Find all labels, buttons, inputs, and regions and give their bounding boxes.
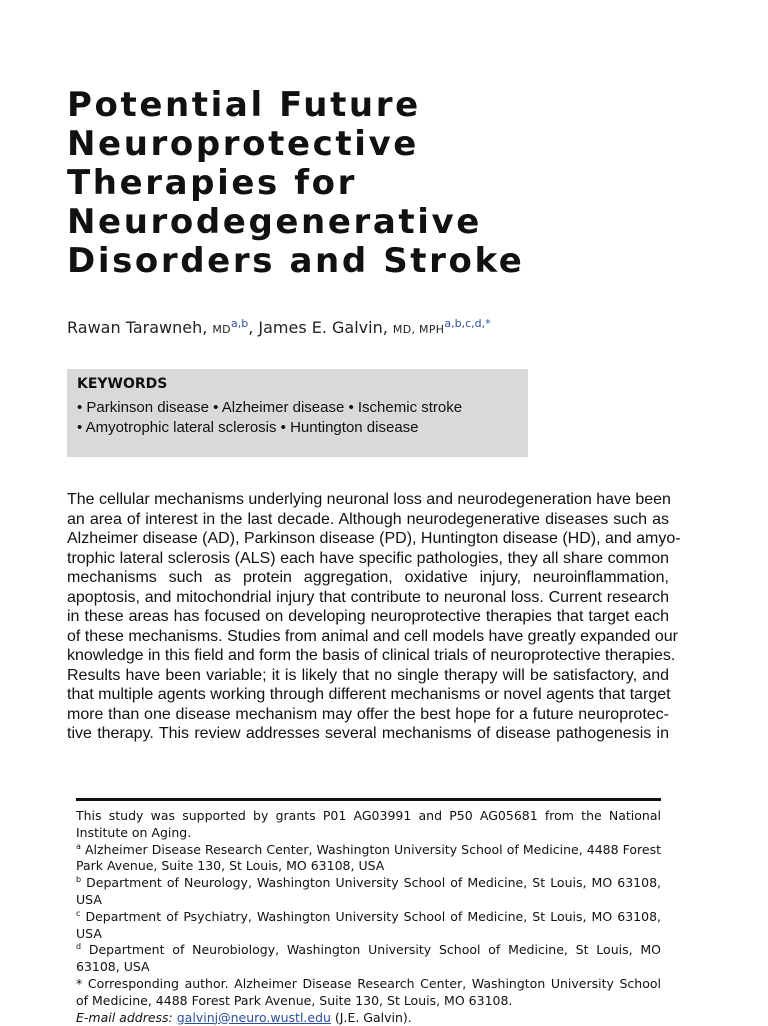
article-title [67,86,627,281]
affiliation-text: Department of Neurology, Washington University School of Medicine, St Louis, MO 63108, USA [76,875,661,907]
affiliation-text: Department of Psychiatry, Washington University School of Medicine, St Louis, MO 63108, USA [76,908,661,941]
title-line: Neurodegenerative [67,202,482,242]
abstract-line: apoptosis, and mitochondrial injury that contribute to neuronal loss. Current research [67,588,669,606]
affiliation-mark: a [76,841,81,851]
abstract-line: more than one disease mechanism may offer the best hope for a future neuroprotec- [67,705,669,723]
affiliation-mark: d [76,942,82,952]
abstract-line: tive therapy. This review addresses several mechanisms of disease pathogenesis in [67,725,669,742]
title-line: Therapies for [67,163,358,203]
affiliation-d [76,942,661,976]
affiliation-text: Alzheimer Disease Research Center, Washington University School of Medicine, 4488 Forest Park Avenue, Suite 130, St Louis, MO 63108, USA [76,841,661,874]
abstract-line: Results have been variable; it is likely that no single therapy will be satisfactory, and [67,666,669,684]
affiliation-mark: b [76,875,82,885]
affiliation-text: Department of Neurobiology, Washington University School of Medicine, St Louis, MO 63108, USA [76,942,661,975]
keywords-line: • Amyotrophic lateral sclerosis • Huntington disease [77,418,419,436]
footnote-divider [76,798,661,801]
title-line: Potential Future [67,85,421,125]
author-name: Rawan Tarawneh, [67,318,208,337]
affiliation-b [76,875,661,909]
author-name: James E. Galvin, [258,318,388,337]
author-degree: MD [212,323,231,336]
abstract-line: knowledge in this field and form the basis of clinical trials of neuroprotective therapies. [67,647,676,664]
abstract [67,490,681,744]
affiliation-a [76,842,661,876]
abstract-line: The cellular mechanisms underlying neuronal loss and neurodegeneration have been [67,491,671,508]
abstract-line: mechanisms such as protein aggregation, oxidative injury, neuroinflammation, [67,569,669,586]
author-list [67,318,491,337]
keywords-heading: KEYWORDS [77,376,168,392]
abstract-line: that multiple agents working through different mechanisms or novel agents that target [67,686,671,703]
author-affiliation-marks[interactable]: a,b [230,317,249,330]
title-line: Neuroprotective [67,124,419,164]
abstract-line: in these areas has focused on developing neuroprotective therapies that target each [67,608,669,625]
email-suffix: (J.E. Galvin). [330,1009,412,1025]
keywords-line: • Parkinson disease • Alzheimer disease • Ischemic stroke [77,399,463,416]
author-affiliation-marks[interactable]: a,b,c,d,* [444,317,491,330]
email-label: E-mail address: [76,1009,173,1025]
affiliation-mark: c [76,908,81,918]
footnotes [76,808,661,1026]
affiliation-c [76,909,661,943]
author-separator: , [248,318,259,337]
corresponding-author-note: * Corresponding author. Alzheimer Disease Research Center, Washington University School of Medicine, 4488 Forest Park Avenue, Suite 130, St Louis, MO 63108. [76,975,661,1008]
title-line: Disorders and Stroke [67,241,525,281]
abstract-line: Alzheimer disease (AD), Parkinson disease (PD), Huntington disease (HD), and amyo- [67,530,681,547]
author-degree: MD, MPH [392,323,445,336]
abstract-line: of these mechanisms. Studies from animal and cell models have greatly expanded our [67,627,678,645]
funding-note: This study was supported by grants P01 AG03991 and P50 AG05681 from the National Institute on Aging. [76,808,661,840]
keywords-box [67,369,528,457]
abstract-line: trophic lateral sclerosis (ALS) each have specific pathologies, they all share common [67,549,669,567]
email-link[interactable]: galvinj@neuro.wustl.edu [176,1009,331,1025]
abstract-line: an area of interest in the last decade. Although neurodegenerative diseases such as [67,510,669,528]
